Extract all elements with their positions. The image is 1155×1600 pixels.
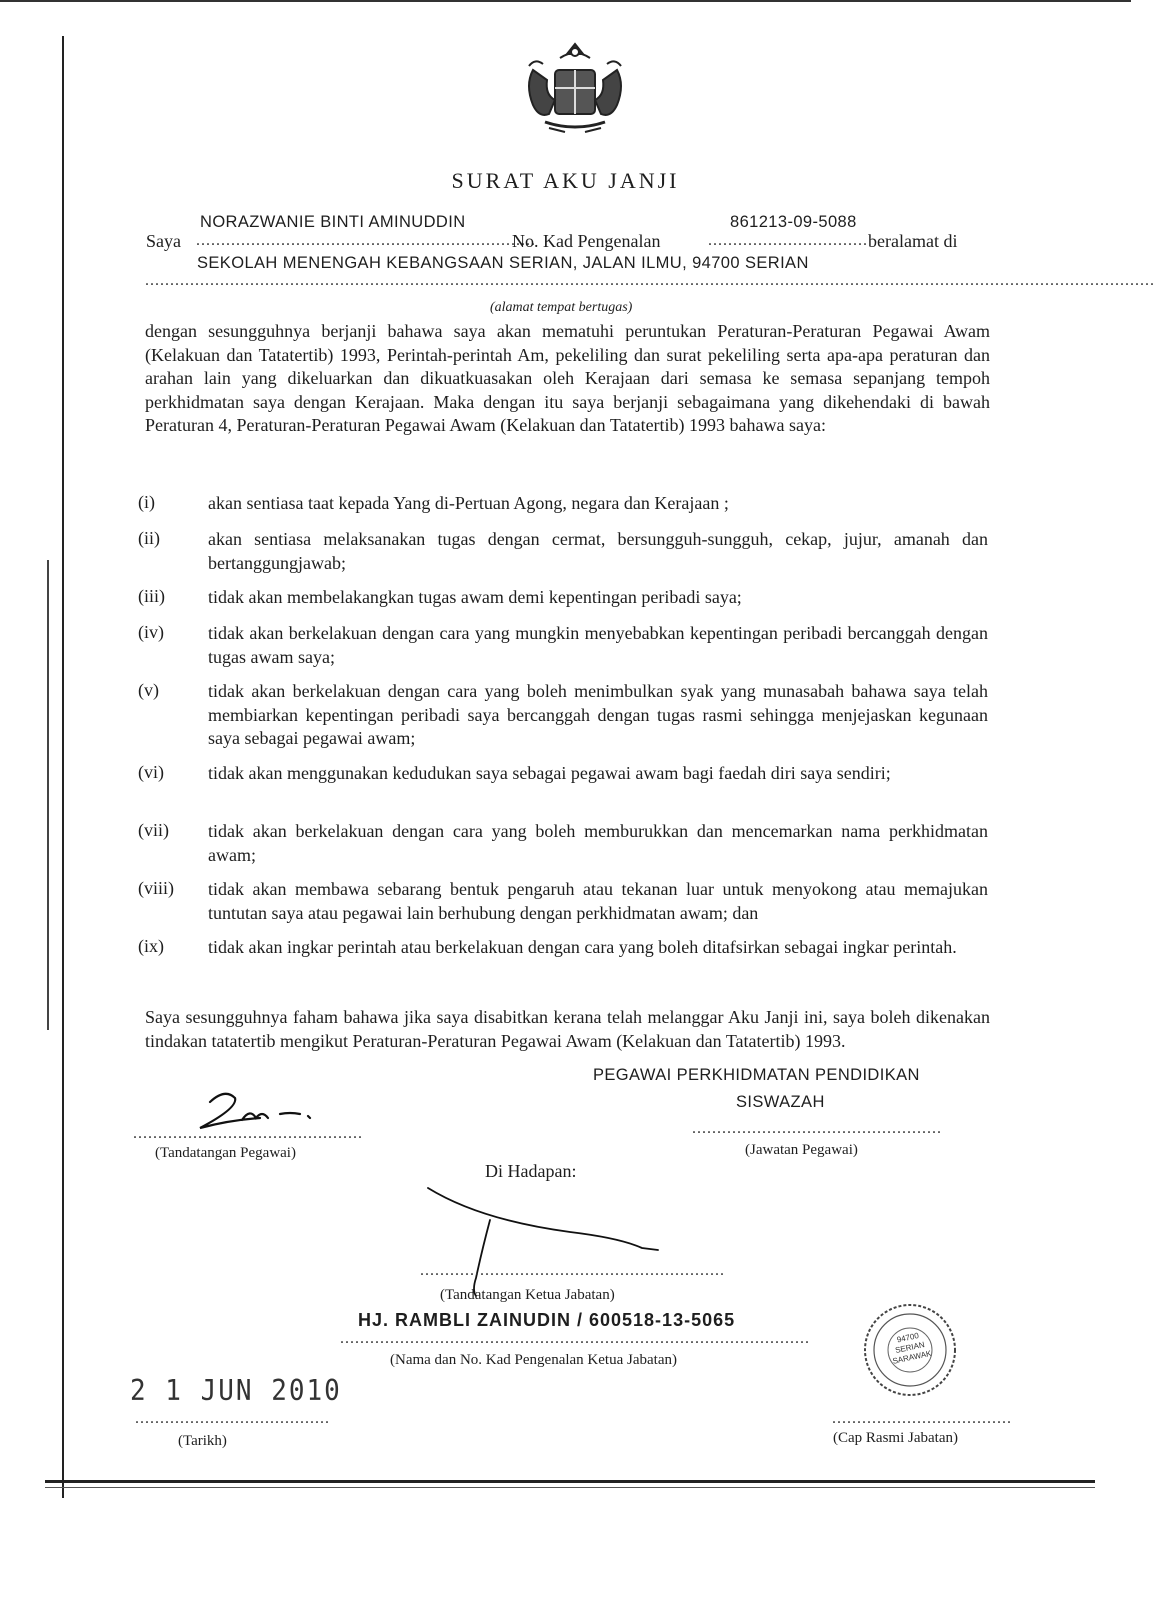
pledge-number: (iii) <box>138 586 165 606</box>
head-name-caption: (Nama dan No. Kad Pengenalan Ketua Jabatan) <box>390 1352 677 1368</box>
ic-dotted-line: ................................ <box>708 232 868 249</box>
name-dotted-line: .................................................................... <box>196 232 536 249</box>
date-caption: (Tarikh) <box>178 1433 227 1449</box>
officer-signature-line: .............................................. <box>133 1125 363 1142</box>
di-hadapan-label: Di Hadapan: <box>485 1161 577 1181</box>
pledge-number: (viii) <box>138 878 174 898</box>
position-caption: (Jawatan Pegawai) <box>745 1142 858 1158</box>
pledge-number: (vii) <box>138 820 169 840</box>
head-signature-icon <box>420 1180 725 1300</box>
seal-dotted-line: .................................... <box>832 1410 1012 1427</box>
position-line-2: SISWAZAH <box>736 1093 825 1111</box>
pledge-number: (v) <box>138 680 159 700</box>
pledge-number: (vi) <box>138 762 164 782</box>
pledge-number: (i) <box>138 492 155 512</box>
address-label: beralamat di <box>868 231 958 251</box>
pledge-text: tidak akan berkelakuan dengan cara yang boleh memburukkan dan mencemarkan nama perkhidmatan awam; <box>208 821 988 865</box>
intro-paragraph: dengan sesungguhnya berjanji bahawa saya akan mematuhi peruntukan Peraturan-Peraturan Pegawai Awam (Kelakuan dan Tatatertib) 1993, Perintah-perintah Am, pekeliling dan surat pekeliling serta apa-apa peraturan dan arahan lain yang dikeluarkan dan dikuatkuasakan oleh Kerajaan dari semasa ke semasa sepanjang tempoh perkhidmatan saya dengan Kerajaan. Maka dengan itu saya berjanji sebagaimana yang dikehendaki di bawah Peraturan 4, Peraturan-Peraturan Pegawai Awam (Kelakuan dan Tatatertib) 1993 bahawa saya: <box>145 321 990 435</box>
pledge-text: tidak akan ingkar perintah atau berkelakuan dengan cara yang boleh ditafsirkan sebagai ingkar perintah. <box>208 937 957 957</box>
page-border-bottom-inner <box>45 1487 1095 1488</box>
scan-top-edge <box>0 0 1131 2</box>
head-signature-line: ............................................................. <box>420 1262 725 1279</box>
seal-caption: (Cap Rasmi Jabatan) <box>833 1430 958 1446</box>
pledge-text: tidak akan membelakangkan tugas awam demi kepentingan peribadi saya; <box>208 587 742 607</box>
pledge-text: akan sentiasa taat kepada Yang di-Pertuan Agong, negara dan Kerajaan ; <box>208 493 729 513</box>
date-dotted-line: ....................................... <box>135 1410 330 1427</box>
page-border-bottom <box>45 1480 1095 1483</box>
pledge-text: tidak akan menggunakan kedudukan saya sebagai pegawai awam bagi faedah diri saya sendiri; <box>208 763 891 783</box>
pledge-number: (ix) <box>138 936 164 956</box>
coat-of-arms-icon <box>515 40 635 140</box>
saya-label: Saya <box>146 231 181 251</box>
workplace-caption: (alamat tempat bertugas) <box>490 300 633 315</box>
scan-artifact-line <box>47 560 49 1030</box>
address-dotted-line: .......................................................................................................................................................................................................... <box>145 272 1155 289</box>
ic-label: No. Kad Pengenalan <box>512 231 661 251</box>
closing-paragraph: Saya sesungguhnya faham bahawa jika saya disabitkan kerana telah melanggar Aku Janji ini, saya boleh dikenakan tindakan tatatertib mengikut Peraturan-Peraturan Pegawai Awam (Kelakuan dan Tatatertib) 1993. <box>145 1007 990 1051</box>
pledge-text: tidak akan berkelakuan dengan cara yang boleh menimbulkan syak yang munasabah bahawa saya telah membiarkan kepentingan peribadi saya bercanggah dengan tugas rasmi sehingga menjejaskan kegunaan saya sebagai pegawai awam; <box>208 681 988 748</box>
date-stamp: 2 1 JUN 2010 <box>130 1374 342 1408</box>
pledge-text: tidak akan membawa sebarang bentuk pengaruh atau tekanan luar untuk menyokong atau memajukan tuntutan saya atau pegawai lain berhubung dengan perkhidmatan awam; dan <box>208 879 988 923</box>
head-signature-caption: (Tandatangan Ketua Jabatan) <box>440 1287 615 1303</box>
pledge-number: (iv) <box>138 622 164 642</box>
position-dotted-line: .................................................. <box>692 1120 942 1137</box>
officer-ic-number: 861213-09-5088 <box>730 213 857 231</box>
officer-name: NORAZWANIE BINTI AMINUDDIN <box>200 213 466 231</box>
head-name-dotted-line: .............................................................................................. <box>340 1330 810 1347</box>
pledge-text: tidak akan berkelakuan dengan cara yang mungkin menyebabkan kepentingan peribadi bercanggah dengan tugas awam saya; <box>208 623 988 667</box>
head-name-and-ic: HJ. RAMBLI ZAINUDIN / 600518-13-5065 <box>358 1310 736 1330</box>
workplace-address: SEKOLAH MENENGAH KEBANGSAAN SERIAN, JALAN ILMU, 94700 SERIAN <box>197 254 809 272</box>
seal-inner-text: 94700 SERIAN SARAWAK <box>891 1331 933 1366</box>
document-title: SURAT AKU JANJI <box>451 168 680 193</box>
pledge-number: (ii) <box>138 528 160 548</box>
position-line-1: PEGAWAI PERKHIDMATAN PENDIDIKAN <box>593 1066 920 1084</box>
page-border-left <box>62 36 64 1498</box>
officer-signature-caption: (Tandatangan Pegawai) <box>155 1145 296 1161</box>
pledge-text: akan sentiasa melaksanakan tugas dengan cermat, bersungguh-sungguh, cekap, jujur, amanah dan bertanggungjawab; <box>208 529 988 573</box>
